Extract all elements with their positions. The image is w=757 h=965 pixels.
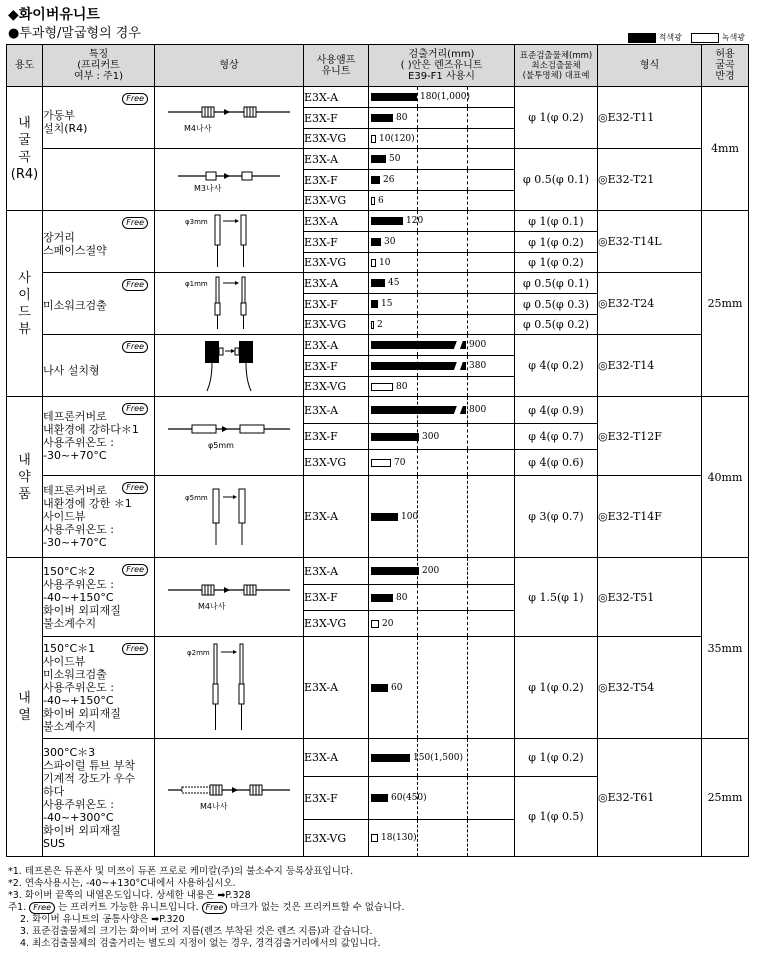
page-title: ◆화이버유니트 bbox=[8, 7, 100, 23]
amp-cell: E3X-F bbox=[304, 585, 369, 611]
col-bend-radius: 허용 굴곡 반경 bbox=[702, 45, 749, 87]
standard-object-cell: φ 3(φ 0.7) bbox=[515, 476, 598, 558]
col-model: 형식 bbox=[598, 45, 702, 87]
distance-cell bbox=[369, 739, 515, 777]
reference-dash-line bbox=[467, 476, 468, 557]
distance-cell bbox=[369, 170, 515, 191]
shape-label: φ3mm bbox=[185, 218, 208, 226]
feature-cell: Free 150°C＊2 사용주위온도 : -40~+150°C 화이버 외피재질 불소계수지 bbox=[43, 558, 155, 637]
shape-label: φ1mm bbox=[185, 280, 208, 288]
footnote: 3. 표준검출물체의 크기는 화이버 코어 지름(렌즈 부착된 것은 렌즈 지름)과 같습니다. bbox=[20, 926, 373, 937]
distance-cell bbox=[369, 377, 515, 397]
free-cut-badge: Free bbox=[122, 279, 148, 291]
model-cell: ◎E32-T14 bbox=[598, 335, 702, 397]
standard-object-cell: φ 1.5(φ 1) bbox=[515, 558, 598, 637]
distance-bar bbox=[371, 114, 393, 122]
distance-value-label: 60(450) bbox=[391, 793, 427, 803]
reference-dash-line bbox=[467, 558, 468, 584]
reference-dash-line bbox=[467, 170, 468, 190]
reference-dash-line bbox=[417, 149, 418, 169]
free-cut-badge: Free bbox=[122, 643, 148, 655]
footnotes bbox=[8, 866, 753, 950]
reference-dash-line bbox=[467, 397, 468, 423]
spiral-tube-fiber-icon bbox=[164, 776, 294, 816]
reference-dash-line bbox=[467, 820, 468, 856]
shape-drawing bbox=[155, 273, 304, 335]
use-cell: 내 굴 곡 (R4) bbox=[7, 87, 43, 211]
reference-dash-line bbox=[417, 820, 418, 856]
bend-radius-cell: 40mm bbox=[702, 397, 749, 558]
amp-cell: E3X-A bbox=[304, 558, 369, 585]
reference-dash-line bbox=[467, 108, 468, 128]
distance-value-label: 900 bbox=[469, 340, 487, 350]
distance-bar bbox=[371, 620, 379, 628]
distance-cell bbox=[369, 108, 515, 129]
distance-value-label: 80 bbox=[396, 113, 408, 123]
standard-object-cell: φ 1(φ 0.2) bbox=[515, 739, 598, 777]
col-distance: 검출거리(mm) ( )안은 렌즈유니트 E39-F1 사용시 bbox=[369, 45, 515, 87]
distance-value-label: 380 bbox=[469, 361, 487, 371]
fiber-thread-icon bbox=[164, 96, 294, 136]
distance-cell bbox=[369, 315, 515, 335]
standard-object-cell: φ 1(φ 0.2) bbox=[515, 253, 598, 273]
standard-object-cell: φ 1(φ 0.2) bbox=[515, 637, 598, 739]
distance-cell bbox=[369, 585, 515, 611]
distance-bar bbox=[371, 594, 393, 602]
standard-object-cell: φ 4(φ 0.2) bbox=[515, 335, 598, 397]
distance-value-label: 80 bbox=[396, 592, 408, 603]
distance-value-label: 300 bbox=[422, 431, 440, 442]
reference-dash-line bbox=[467, 232, 468, 252]
reference-dash-line bbox=[467, 294, 468, 314]
distance-value-label: 150(1,500) bbox=[413, 752, 463, 763]
footnote: 2. 화이버 유니트의 공통사양은 ➡P.320 bbox=[20, 914, 185, 925]
distance-cell bbox=[369, 191, 515, 211]
distance-cell bbox=[369, 356, 515, 377]
distance-cell bbox=[369, 294, 515, 315]
scale-break-mark bbox=[453, 405, 463, 417]
distance-value-label: 15 bbox=[381, 299, 393, 309]
distance-cell bbox=[369, 335, 515, 356]
amp-cell: E3X-F bbox=[304, 424, 369, 450]
reference-dash-line bbox=[467, 637, 468, 738]
feature-cell-empty bbox=[43, 149, 155, 211]
col-amp: 사용앰프 유니트 bbox=[304, 45, 369, 87]
distance-value-label: 2 bbox=[377, 319, 383, 330]
feature-cell: Free 나사 설치형 bbox=[43, 335, 155, 397]
distance-bar bbox=[371, 176, 380, 184]
legend-thin-label: 녹색광 bbox=[721, 33, 745, 42]
shape-drawing bbox=[155, 558, 304, 637]
amp-cell: E3X-F bbox=[304, 108, 369, 129]
standard-object-cell: φ 1(φ 0.2) bbox=[515, 87, 598, 149]
distance-cell bbox=[369, 820, 515, 857]
shape-drawing bbox=[155, 87, 304, 149]
model-cell: ◎E32-T24 bbox=[598, 273, 702, 335]
col-standard-object: 표준검출물체(mm) 최소검출물체 (불투명체) 대표예 bbox=[515, 45, 598, 87]
standard-object-cell: φ 0.5(φ 0.1) bbox=[515, 273, 598, 294]
light-legend bbox=[628, 32, 745, 43]
threaded-head-icon bbox=[179, 335, 279, 393]
distance-bar bbox=[371, 684, 388, 692]
free-cut-badge: Free bbox=[122, 564, 148, 576]
model-cell: ◎E32-T12F bbox=[598, 397, 702, 476]
reference-dash-line bbox=[467, 335, 468, 355]
distance-bar bbox=[371, 754, 410, 762]
amp-cell: E3X-A bbox=[304, 335, 369, 356]
distance-bar bbox=[371, 433, 419, 441]
distance-cell bbox=[369, 397, 515, 424]
bend-radius-cell: 4mm bbox=[702, 87, 749, 211]
distance-value-label: 80 bbox=[396, 381, 408, 392]
distance-bar bbox=[371, 259, 376, 267]
amp-cell: E3X-VG bbox=[304, 129, 369, 149]
scale-break-mark bbox=[453, 340, 463, 352]
footnote: *1. 테프론은 듀폰사 및 미쯔이 듀폰 프로로 케미칼(주)의 불소수지 등록상표입니다. bbox=[8, 866, 354, 877]
shape-label: M4나사 bbox=[200, 802, 228, 811]
reference-dash-line bbox=[417, 294, 418, 314]
feature-cell: Free 테프론커버로 내환경에 강하다＊1 사용주위온도 : -30~+70°C bbox=[43, 397, 155, 476]
use-cell: 내 열 bbox=[7, 558, 43, 857]
reference-dash-line bbox=[467, 450, 468, 475]
distance-value-label: 6 bbox=[378, 195, 384, 206]
amp-cell: E3X-F bbox=[304, 777, 369, 820]
model-cell: ◎E32-T14L bbox=[598, 211, 702, 273]
shape-drawing bbox=[155, 149, 304, 211]
distance-bar bbox=[371, 794, 388, 802]
distance-bar bbox=[371, 93, 417, 101]
free-cut-badge: Free bbox=[29, 902, 55, 914]
shape-label: M4나사 bbox=[184, 124, 212, 133]
amp-cell: E3X-A bbox=[304, 739, 369, 777]
reference-dash-line bbox=[417, 129, 418, 148]
standard-object-cell: φ 0.5(φ 0.3) bbox=[515, 294, 598, 315]
distance-bar bbox=[371, 197, 375, 205]
amp-cell: E3X-A bbox=[304, 273, 369, 294]
shape-label: φ2mm bbox=[187, 649, 210, 657]
distance-cell bbox=[369, 450, 515, 476]
scale-break-mark bbox=[453, 361, 463, 373]
reference-dash-line bbox=[467, 777, 468, 819]
shape-drawing bbox=[155, 637, 304, 739]
fiber-thread-icon bbox=[164, 160, 294, 196]
reference-dash-line bbox=[467, 211, 468, 231]
amp-cell: E3X-VG bbox=[304, 191, 369, 211]
free-cut-badge: Free bbox=[122, 341, 148, 353]
standard-object-cell: φ 1(φ 0.2) bbox=[515, 232, 598, 253]
distance-value-label: 45 bbox=[388, 278, 400, 288]
distance-bar bbox=[371, 238, 381, 246]
side-view-probe-icon bbox=[179, 211, 279, 269]
distance-value-label: 10 bbox=[379, 257, 391, 268]
bend-radius-cell: 25mm bbox=[702, 739, 749, 857]
reference-dash-line bbox=[467, 424, 468, 449]
reference-dash-line bbox=[467, 191, 468, 210]
amp-cell: E3X-VG bbox=[304, 377, 369, 397]
amp-cell: E3X-VG bbox=[304, 315, 369, 335]
amp-cell: E3X-F bbox=[304, 356, 369, 377]
shape-drawing bbox=[155, 739, 304, 857]
reference-dash-line bbox=[417, 273, 418, 293]
amp-cell: E3X-VG bbox=[304, 253, 369, 273]
feature-cell: Free 미소워크검출 bbox=[43, 273, 155, 335]
distance-cell bbox=[369, 273, 515, 294]
distance-value-label: 70 bbox=[394, 457, 406, 468]
fiber-unit-spec-table bbox=[6, 44, 749, 857]
distance-value-label: 60 bbox=[391, 682, 403, 693]
model-cell: ◎E32-T14F bbox=[598, 476, 702, 558]
legend-thin-swatch bbox=[691, 33, 719, 43]
reference-dash-line bbox=[417, 191, 418, 210]
standard-object-cell: φ 4(φ 0.9) bbox=[515, 397, 598, 424]
standard-object-cell: φ 1(φ 0.1) bbox=[515, 211, 598, 232]
model-cell: ◎E32-T61 bbox=[598, 739, 702, 857]
reference-dash-line bbox=[417, 315, 418, 334]
standard-object-cell: φ 0.5(φ 0.2) bbox=[515, 315, 598, 335]
distance-bar bbox=[371, 383, 393, 391]
amp-cell: E3X-A bbox=[304, 149, 369, 170]
distance-value-label: 26 bbox=[383, 175, 395, 185]
feature-cell: Free 장거리 스페이스절약 bbox=[43, 211, 155, 273]
distance-cell bbox=[369, 149, 515, 170]
reference-dash-line bbox=[417, 585, 418, 610]
teflon-side-view-icon bbox=[179, 483, 279, 547]
model-cell: ◎E32-T11 bbox=[598, 87, 702, 149]
reference-dash-line bbox=[417, 377, 418, 396]
reference-dash-line bbox=[417, 611, 418, 636]
legend-thick-swatch bbox=[628, 33, 656, 43]
shape-label: M4나사 bbox=[198, 601, 226, 611]
reference-dash-line bbox=[467, 149, 468, 169]
distance-value-label: 20 bbox=[382, 618, 394, 629]
reference-dash-line bbox=[467, 273, 468, 293]
distance-bar bbox=[371, 513, 398, 521]
shape-label: φ5mm bbox=[208, 440, 234, 450]
distance-bar bbox=[371, 362, 466, 370]
distance-bar bbox=[371, 567, 419, 575]
bend-radius-cell: 35mm bbox=[702, 558, 749, 739]
amp-cell: E3X-F bbox=[304, 232, 369, 253]
col-feature: 특징 (프리커트 여부 : 주1) bbox=[43, 45, 155, 87]
distance-bar bbox=[371, 155, 386, 163]
reference-dash-line bbox=[467, 253, 468, 272]
distance-value-label: 18(130) bbox=[381, 833, 417, 843]
distance-value-label: 100 bbox=[401, 511, 419, 522]
feature-cell: Free 테프론커버로 내환경에 강한 ＊1 사이드뷰 사용주위온도 : -30~+70°C bbox=[43, 476, 155, 558]
distance-bar bbox=[371, 341, 466, 349]
amp-cell: E3X-A bbox=[304, 397, 369, 424]
reference-dash-line bbox=[417, 253, 418, 272]
distance-bar bbox=[371, 834, 378, 842]
page-subtitle: ●투과형/말굽형의 경우 bbox=[8, 26, 141, 41]
distance-value-label: 180(1,000) bbox=[420, 92, 470, 102]
fiber-thread-icon bbox=[164, 576, 294, 616]
reference-dash-line bbox=[417, 108, 418, 128]
model-cell: ◎E32-T51 bbox=[598, 558, 702, 637]
distance-cell bbox=[369, 253, 515, 273]
model-cell: ◎E32-T21 bbox=[598, 149, 702, 211]
free-cut-badge: Free bbox=[122, 403, 148, 415]
reference-dash-line bbox=[467, 739, 468, 776]
model-cell: ◎E32-T54 bbox=[598, 637, 702, 739]
distance-bar bbox=[371, 135, 376, 143]
feature-cell: Free 150°C＊1 사이드뷰 미소워크검출 사용주위온도 : -40~+150°C 화이버 외피재질 불소계수지 bbox=[43, 637, 155, 739]
standard-object-cell: φ 1(φ 0.5) bbox=[515, 777, 598, 857]
distance-cell bbox=[369, 611, 515, 637]
micro-probe-icon bbox=[179, 273, 279, 331]
distance-bar bbox=[371, 300, 378, 308]
col-shape: 형상 bbox=[155, 45, 304, 87]
amp-cell: E3X-A bbox=[304, 87, 369, 108]
reference-dash-line bbox=[467, 585, 468, 610]
distance-value-label: 10(120) bbox=[379, 133, 415, 144]
use-cell: 사 이 드 뷰 bbox=[7, 211, 43, 397]
reference-dash-line bbox=[467, 611, 468, 636]
shape-drawing bbox=[155, 476, 304, 558]
standard-object-cell: φ 4(φ 0.7) bbox=[515, 424, 598, 450]
amp-cell: E3X-A bbox=[304, 637, 369, 739]
feature-cell: 300°C＊3 스파이럴 튜브 부착 기계적 강도가 우수 하다 사용주위온도 : -40~+300°C 화이버 외피재질 SUS bbox=[43, 739, 155, 857]
reference-dash-line bbox=[467, 315, 468, 334]
distance-cell bbox=[369, 777, 515, 820]
feature-cell: Free 가동부 설치(R4) bbox=[43, 87, 155, 149]
distance-cell bbox=[369, 558, 515, 585]
amp-cell: E3X-VG bbox=[304, 450, 369, 476]
use-cell: 내 약 품 bbox=[7, 397, 43, 558]
reference-dash-line bbox=[417, 450, 418, 475]
col-use: 용도 bbox=[7, 45, 43, 87]
reference-dash-line bbox=[417, 87, 418, 107]
bend-radius-cell: 25mm bbox=[702, 211, 749, 397]
distance-bar bbox=[371, 406, 466, 414]
standard-object-cell: φ 0.5(φ 0.1) bbox=[515, 149, 598, 211]
distance-cell bbox=[369, 637, 515, 739]
distance-value-label: 50 bbox=[389, 154, 401, 164]
reference-dash-line bbox=[467, 129, 468, 148]
free-cut-badge: Free bbox=[202, 902, 228, 914]
free-cut-badge: Free bbox=[122, 217, 148, 229]
distance-cell bbox=[369, 476, 515, 558]
heat-side-view-icon bbox=[179, 640, 279, 732]
free-cut-badge: Free bbox=[122, 482, 148, 494]
distance-value-label: 120 bbox=[406, 216, 424, 226]
amp-cell: E3X-VG bbox=[304, 611, 369, 637]
distance-cell bbox=[369, 87, 515, 108]
distance-cell bbox=[369, 424, 515, 450]
free-cut-badge: Free bbox=[122, 93, 148, 105]
amp-cell: E3X-A bbox=[304, 211, 369, 232]
amp-cell: E3X-VG bbox=[304, 820, 369, 857]
distance-bar bbox=[371, 321, 374, 329]
reference-dash-line bbox=[467, 356, 468, 376]
reference-dash-line bbox=[417, 232, 418, 252]
amp-cell: E3X-A bbox=[304, 476, 369, 558]
amp-cell: E3X-F bbox=[304, 294, 369, 315]
standard-object-cell: φ 4(φ 0.6) bbox=[515, 450, 598, 476]
distance-bar bbox=[371, 459, 391, 467]
distance-cell bbox=[369, 129, 515, 149]
shape-label: M3나사 bbox=[194, 184, 222, 193]
footnote: *2. 연속사용시는, -40~+130°C내에서 사용하십시오. bbox=[8, 878, 236, 889]
amp-cell: E3X-F bbox=[304, 170, 369, 191]
teflon-fiber-icon bbox=[164, 415, 294, 455]
reference-dash-line bbox=[417, 170, 418, 190]
reference-dash-line bbox=[467, 377, 468, 396]
shape-drawing bbox=[155, 397, 304, 476]
distance-value-label: 30 bbox=[384, 237, 396, 247]
footnote: *3. 화이버 끝쪽의 내열온도입니다. 상세한 내용은 ➡P.328 bbox=[8, 890, 251, 901]
distance-value-label: 200 bbox=[422, 566, 440, 576]
shape-label: φ5mm bbox=[185, 494, 208, 502]
legend-thick-label: 적색광 bbox=[658, 33, 682, 42]
reference-dash-line bbox=[417, 637, 418, 738]
distance-cell bbox=[369, 232, 515, 253]
distance-bar bbox=[371, 217, 403, 225]
shape-drawing bbox=[155, 211, 304, 273]
distance-value-label: 800 bbox=[469, 405, 487, 415]
footnote: 4. 최소검출물체의 검출거리는 별도의 지정이 없는 경우, 경격검출거리에서의 값입니다. bbox=[20, 938, 381, 949]
distance-cell bbox=[369, 211, 515, 232]
shape-drawing bbox=[155, 335, 304, 397]
footnote: 주1. Free 는 프리커트 가능한 유니트입니다. Free 마크가 없는 것은 프리커트할 수 없습니다. bbox=[8, 902, 405, 913]
distance-bar bbox=[371, 279, 385, 287]
